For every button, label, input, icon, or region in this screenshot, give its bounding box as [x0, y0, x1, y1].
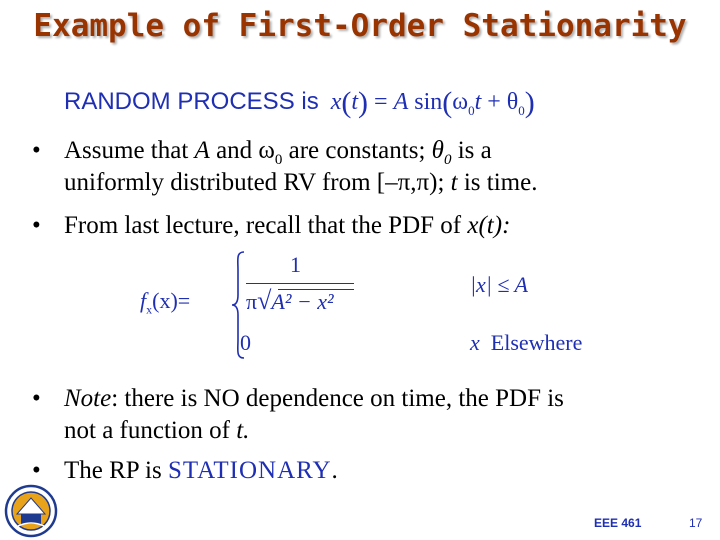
bullet-dot: •	[32, 385, 41, 412]
page-number: 17	[689, 516, 703, 530]
b3-line2-t: t.	[236, 417, 250, 444]
fraction-bar	[246, 283, 354, 284]
pdf-arg: (x)=	[152, 288, 191, 313]
b1-text-c: are constants;	[282, 137, 432, 164]
case2-x: x	[470, 330, 480, 355]
eq-theta: θ	[506, 89, 519, 115]
eq-t2: t	[474, 89, 482, 115]
b3-line1	[64, 384, 564, 414]
b3-note: Note	[64, 385, 112, 412]
pdf-lhs	[140, 288, 190, 317]
slide-title: Example of First-Order Stationarity	[33, 8, 687, 44]
b1-line2-t: t	[450, 169, 458, 196]
sqrt-bar	[278, 289, 354, 290]
university-seal-logo	[4, 484, 58, 538]
course-label: EEE 461	[594, 516, 642, 530]
case2-value: 0	[240, 330, 251, 355]
case2-elsewhere: Elsewhere	[490, 330, 583, 355]
pdf-numerator: 1	[290, 252, 301, 277]
b3-line2-text: not a function of	[64, 417, 237, 444]
b4-text: The RP is	[64, 457, 168, 484]
b2-text: From last lecture, recall that the PDF of	[64, 212, 468, 239]
b4-stationary: STATIONARY	[167, 457, 332, 484]
eq-omega: ω	[452, 89, 469, 115]
pdf-f-sub: x	[146, 302, 153, 317]
eq-plus: +	[487, 89, 501, 115]
pdf-equation	[140, 250, 620, 360]
den-inside: A² − x²	[271, 289, 334, 314]
b2-xt: x(t):	[467, 212, 511, 239]
b1-text-d: is a	[451, 137, 492, 164]
eq-theta-sub: 0	[518, 102, 525, 118]
b1-line2-end: is time.	[457, 169, 538, 196]
b3-text: : there is NO dependence on time, the PDF is	[111, 385, 564, 412]
eq-x: x	[330, 89, 342, 115]
eq-rhs-a: = A	[374, 89, 409, 115]
b1-text-a: Assume that	[64, 137, 195, 164]
bullet-dot: •	[32, 137, 41, 164]
pdf-denominator: π√A² − x²	[246, 286, 334, 315]
b1-line2-text: uniformly distributed RV from [–π,π);	[64, 169, 451, 196]
eq-t: t	[351, 89, 359, 115]
b4-line	[64, 456, 338, 486]
b1-omega-sub: 0	[274, 152, 283, 168]
b1-theta: θ	[431, 137, 444, 164]
random-process-equation: RANDOM PROCESS is x(t) = A $\sin(\omega_0t + \theta_0)$	[64, 86, 535, 119]
den-pi: π	[246, 289, 258, 314]
b1-A: A	[194, 137, 210, 164]
pdf-f: f	[140, 288, 147, 313]
b1-text-b: and ω	[209, 137, 275, 164]
b2-line	[64, 211, 510, 241]
case2-condition	[470, 330, 582, 356]
process-label: RANDOM PROCESS is	[64, 88, 319, 115]
b1-theta-sub: 0	[443, 152, 452, 168]
bullet-dot: •	[32, 212, 41, 239]
eq-sin: sin	[414, 89, 443, 115]
b3-line2	[64, 416, 249, 446]
case1-condition: |x| ≤ A	[470, 272, 528, 297]
b1-line2	[64, 168, 537, 198]
eq-omega-sub: 0	[468, 102, 475, 118]
b4-period: .	[331, 457, 338, 484]
bullet-dot: •	[32, 457, 41, 484]
